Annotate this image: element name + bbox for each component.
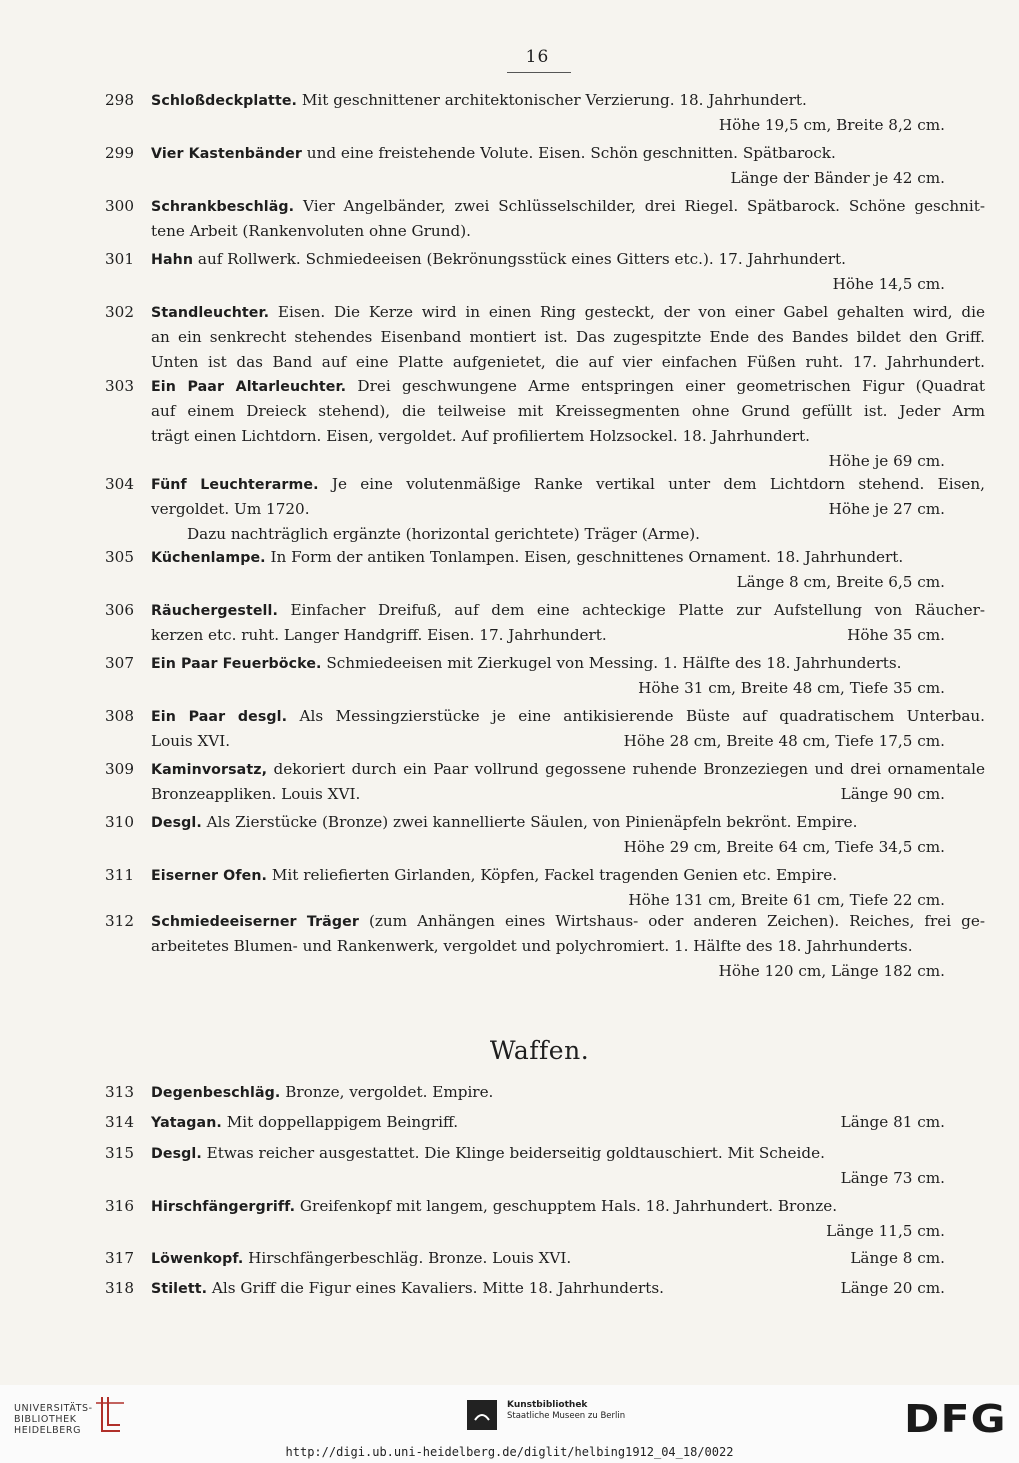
entry-text: kerzen etc. ruht. Langer Handgriff. Eisen. 17. Jahrhundert. (151, 626, 607, 644)
entry-title: Küchenlampe. (151, 550, 266, 566)
entry-dimensions: Höhe 29 cm, Breite 64 cm, Tiefe 34,5 cm. (623, 838, 945, 856)
entry-line (151, 934, 985, 959)
entry-text: Als Griff die Figur eines Kavaliers. Mitte 18. Jahrhunderts. (207, 1279, 664, 1297)
entry-dimensions: Höhe je 69 cm. (828, 452, 945, 470)
entry-number: 317 (105, 1249, 134, 1267)
entry-number: 304 (105, 475, 134, 493)
entry-line (151, 424, 985, 449)
entry-text: Als Zierstücke (Bronze) zwei kannellierte Säulen, von Pinienäpfeln bekrönt. Empire. (201, 813, 858, 831)
entry-title: Ein Paar desgl. (151, 709, 288, 725)
entry-dimensions: Höhe 131 cm, Breite 61 cm, Tiefe 22 cm. (628, 891, 945, 909)
entry-line (151, 757, 985, 782)
entry-text: Louis XVI. (151, 732, 231, 750)
entry-text: arbeitetes Blumen- und Rankenwerk, vergoldet und polychromiert. 1. Hälfte des 18. Jahrhunderts. (151, 937, 913, 955)
entry-title: Kaminvorsatz, (151, 762, 268, 778)
entry-dimensions: Länge 20 cm. (840, 1279, 945, 1297)
entry-text: Eisen. Die Kerze wird in einen Ring gesteckt, der von einer Gabel gehalten wird, die (269, 303, 985, 321)
catalog-entry (105, 1194, 985, 1244)
entry-line (151, 272, 985, 297)
catalog-entry (105, 374, 985, 474)
entry-text: dekoriert durch ein Paar vollrund gegossene ruhende Bronzeziegen und drei ornamentale (267, 760, 985, 778)
uni-logo-line: BIBLIOTHEK (14, 1414, 77, 1425)
entry-title: Schloßdeckplatte. (151, 93, 298, 109)
entry-line (151, 623, 985, 648)
entry-line (151, 810, 985, 835)
entry-dimensions: Länge der Bänder je 42 cm. (730, 169, 945, 187)
entry-title: Fünf Leuchterarme. (151, 477, 319, 493)
catalog-entry (105, 472, 985, 547)
entry-line (151, 300, 985, 325)
entry-line (151, 194, 985, 219)
catalog-entry (105, 545, 985, 595)
catalog-entry (105, 909, 985, 984)
page-number-rule (507, 72, 571, 73)
entry-dimensions: Länge 90 cm. (840, 785, 945, 803)
catalog-entry (105, 194, 985, 244)
entry-number: 300 (105, 197, 134, 215)
entry-dimensions: Höhe 14,5 cm. (832, 275, 945, 293)
entry-title: Standleuchter. (151, 305, 270, 321)
page-number: 16 (525, 47, 550, 67)
entry-title: Yatagan. (151, 1115, 222, 1131)
catalog-entry (105, 300, 985, 375)
entry-number: 315 (105, 1144, 134, 1162)
entry-line (151, 909, 985, 934)
entry-line (151, 325, 985, 350)
entry-text: auf Rollwerk. Schmiedeeisen (Bekrönungsstück eines Gitters etc.). 17. Jahrhundert. (193, 250, 846, 268)
uni-logo-line: UNIVERSITÄTS- (14, 1403, 93, 1414)
entry-number: 316 (105, 1197, 134, 1215)
entry-number: 310 (105, 813, 134, 831)
entry-number: 303 (105, 377, 134, 395)
entry-text: Vier Angelbänder, zwei Schlüsselschilder, drei Riegel. Spätbarock. Schöne geschnit- (294, 197, 985, 215)
entry-text: Mit reliefierten Girlanden, Köpfen, Fackel tragenden Genien etc. Empire. (267, 866, 838, 884)
entry-line (151, 247, 985, 272)
entry-dimensions: Länge 8 cm. (850, 1249, 945, 1267)
entry-text: Schmiedeeisen mit Zierkugel von Messing. 1. Hälfte des 18. Jahrhunderts. (321, 654, 902, 672)
entry-title: Schmiedeeiserner Träger (151, 914, 359, 930)
entry-number: 299 (105, 144, 134, 162)
entry-line (151, 522, 985, 547)
entry-title: Stilett. (151, 1281, 208, 1297)
entry-text: In Form der antiken Tonlampen. Eisen, geschnittenes Ornament. 18. Jahrhundert. (265, 548, 904, 566)
entry-number: 306 (105, 601, 134, 619)
entry-text: Bronzeappliken. Louis XVI. (151, 785, 361, 803)
entry-number: 311 (105, 866, 134, 884)
kunstbibliothek-text (507, 1400, 625, 1422)
entry-line (151, 449, 985, 474)
entry-text: Mit doppellappigem Beingriff. (221, 1113, 459, 1131)
entry-line (151, 1276, 985, 1301)
entry-text: Etwas reicher ausgestattet. Die Klinge beiderseitig goldtauschiert. Mit Scheide. (201, 1144, 825, 1162)
dfg-logo: DFG (904, 1397, 1007, 1441)
entry-title: Degenbeschläg. (151, 1085, 281, 1101)
entry-text: vergoldet. Um 1720. (151, 500, 310, 518)
entry-line (151, 1166, 985, 1191)
entry-dimensions: Länge 73 cm. (840, 1169, 945, 1187)
entry-line (151, 374, 985, 399)
entry-line (151, 676, 985, 701)
entry-dimensions: Länge 8 cm, Breite 6,5 cm. (736, 573, 945, 591)
entry-number: 301 (105, 250, 134, 268)
entry-dimensions: Höhe je 27 cm. (828, 500, 945, 518)
entry-line (151, 1246, 985, 1271)
entry-title: Hirschfängergriff. (151, 1199, 296, 1215)
entry-text: Hirschfängerbeschläg. Bronze. Louis XVI. (243, 1249, 572, 1267)
section-heading: Waffen. (489, 1036, 590, 1065)
entry-line (151, 166, 985, 191)
entry-text: Mit geschnittener architektonischer Verzierung. 18. Jahrhundert. (297, 91, 807, 109)
entry-title: Ein Paar Altarleuchter. (151, 379, 347, 395)
entry-line (151, 704, 985, 729)
entry-line (151, 729, 985, 754)
entry-title: Desgl. (151, 1146, 202, 1162)
entry-line (151, 863, 985, 888)
entry-number: 298 (105, 91, 134, 109)
catalog-entry (105, 88, 985, 138)
entry-line (151, 545, 985, 570)
entry-text: trägt einen Lichtdorn. Eisen, vergoldet. Auf profiliertem Holzsockel. 18. Jahrhundert. (151, 427, 810, 445)
source-url[interactable]: http://digi.ub.uni-heidelberg.de/diglit/helbing1912_04_18/0022 (285, 1445, 734, 1459)
entry-line (151, 959, 985, 984)
kunstbibliothek-logo-icon (467, 1400, 497, 1430)
entry-text: Je eine volutenmäßige Ranke vertikal unter dem Lichtdorn stehend. Eisen, (318, 475, 985, 493)
entry-text: Bronze, vergoldet. Empire. (280, 1083, 494, 1101)
entry-number: 307 (105, 654, 134, 672)
entry-line (151, 219, 985, 244)
entry-number: 305 (105, 548, 134, 566)
catalog-entry (105, 1276, 985, 1301)
catalog-entry (105, 757, 985, 807)
entry-dimensions: Höhe 35 cm. (847, 626, 945, 644)
entry-dimensions: Länge 11,5 cm. (826, 1222, 945, 1240)
entry-text: auf einem Dreieck stehend), die teilweise mit Kreissegmenten ohne Grund gefüllt ist. Jeder Arm (151, 402, 985, 420)
entry-line (151, 472, 985, 497)
catalog-entry (105, 1080, 985, 1105)
kb-subtitle: Staatliche Museen zu Berlin (507, 1411, 626, 1421)
entry-text: tene Arbeit (Rankenvoluten ohne Grund). (151, 222, 471, 240)
catalog-entry (105, 651, 985, 701)
entry-line (151, 570, 985, 595)
catalog-entry (105, 704, 985, 754)
entry-line (151, 651, 985, 676)
entry-line (151, 1219, 985, 1244)
entry-number: 318 (105, 1279, 134, 1297)
entry-text: (zum Anhängen eines Wirtshaus- oder anderen Zeichen). Reiches, frei ge- (358, 912, 985, 930)
entry-text: Greifenkopf mit langem, geschupptem Hals. 18. Jahrhundert. Bronze. (295, 1197, 838, 1215)
entry-title: Löwenkopf. (151, 1251, 244, 1267)
entry-line (151, 497, 985, 522)
catalog-entry (105, 863, 985, 913)
entry-title: Ein Paar Feuerböcke. (151, 656, 322, 672)
entry-dimensions: Höhe 28 cm, Breite 48 cm, Tiefe 17,5 cm. (623, 732, 945, 750)
entry-title: Räuchergestell. (151, 603, 278, 619)
entry-title: Schrankbeschläg. (151, 199, 295, 215)
entry-line (151, 835, 985, 860)
entry-text: Unten ist das Band auf eine Platte aufgenietet, die auf vier einfachen Füßen ruht. 17. Jahrhundert. (151, 353, 985, 371)
university-logo-text (14, 1403, 93, 1436)
footer (0, 1385, 1019, 1463)
entry-title: Desgl. (151, 815, 202, 831)
entry-line (151, 1080, 985, 1105)
entry-dimensions: Höhe 31 cm, Breite 48 cm, Tiefe 35 cm. (638, 679, 945, 697)
entry-number: 302 (105, 303, 134, 321)
entry-text: Drei geschwungene Arme entspringen einer geometrischen Figur (Quadrat (346, 377, 985, 395)
entry-title: Vier Kastenbänder (151, 146, 302, 162)
entry-line (151, 1141, 985, 1166)
entry-line (151, 782, 985, 807)
entry-number: 308 (105, 707, 134, 725)
entry-text: Als Messingzierstücke je eine antikisierende Büste auf quadratischem Unterbau. (287, 707, 985, 725)
entry-line (151, 350, 985, 375)
entry-text: Dazu nachträglich ergänzte (horizontal gerichtete) Träger (Arme). (187, 525, 700, 543)
catalog-entry (105, 247, 985, 297)
entry-dimensions: Länge 81 cm. (840, 1113, 945, 1131)
entry-line (151, 88, 985, 113)
entry-text: an ein senkrecht stehendes Eisenband montiert ist. Das zugespitzte Ende des Bandes bildet den Griff. (151, 328, 985, 346)
kb-title: Kunstbibliothek (507, 1400, 588, 1410)
catalog-entry (105, 1110, 985, 1135)
catalog-entry (105, 598, 985, 648)
entry-line (151, 113, 985, 138)
entry-number: 314 (105, 1113, 134, 1131)
entry-number: 313 (105, 1083, 134, 1101)
entry-text: Einfacher Dreifuß, auf dem eine achteckige Platte zur Aufstellung von Räucher- (277, 601, 985, 619)
catalog-entry (105, 1141, 985, 1191)
entry-line (151, 141, 985, 166)
entry-line (151, 399, 985, 424)
entry-line (151, 598, 985, 623)
catalog-entry (105, 1246, 985, 1271)
catalog-entry (105, 141, 985, 191)
entry-title: Eiserner Ofen. (151, 868, 268, 884)
catalog-entry (105, 810, 985, 860)
entry-dimensions: Höhe 19,5 cm, Breite 8,2 cm. (718, 116, 945, 134)
entry-number: 309 (105, 760, 134, 778)
entry-dimensions: Höhe 120 cm, Länge 182 cm. (718, 962, 945, 980)
university-logo-icon (94, 1393, 126, 1435)
entry-number: 312 (105, 912, 134, 930)
entry-line (151, 1110, 985, 1135)
entry-title: Hahn (151, 252, 194, 268)
entry-line (151, 1194, 985, 1219)
uni-logo-line: HEIDELBERG (14, 1425, 82, 1436)
entry-text: und eine freistehende Volute. Eisen. Schön geschnitten. Spätbarock. (301, 144, 836, 162)
